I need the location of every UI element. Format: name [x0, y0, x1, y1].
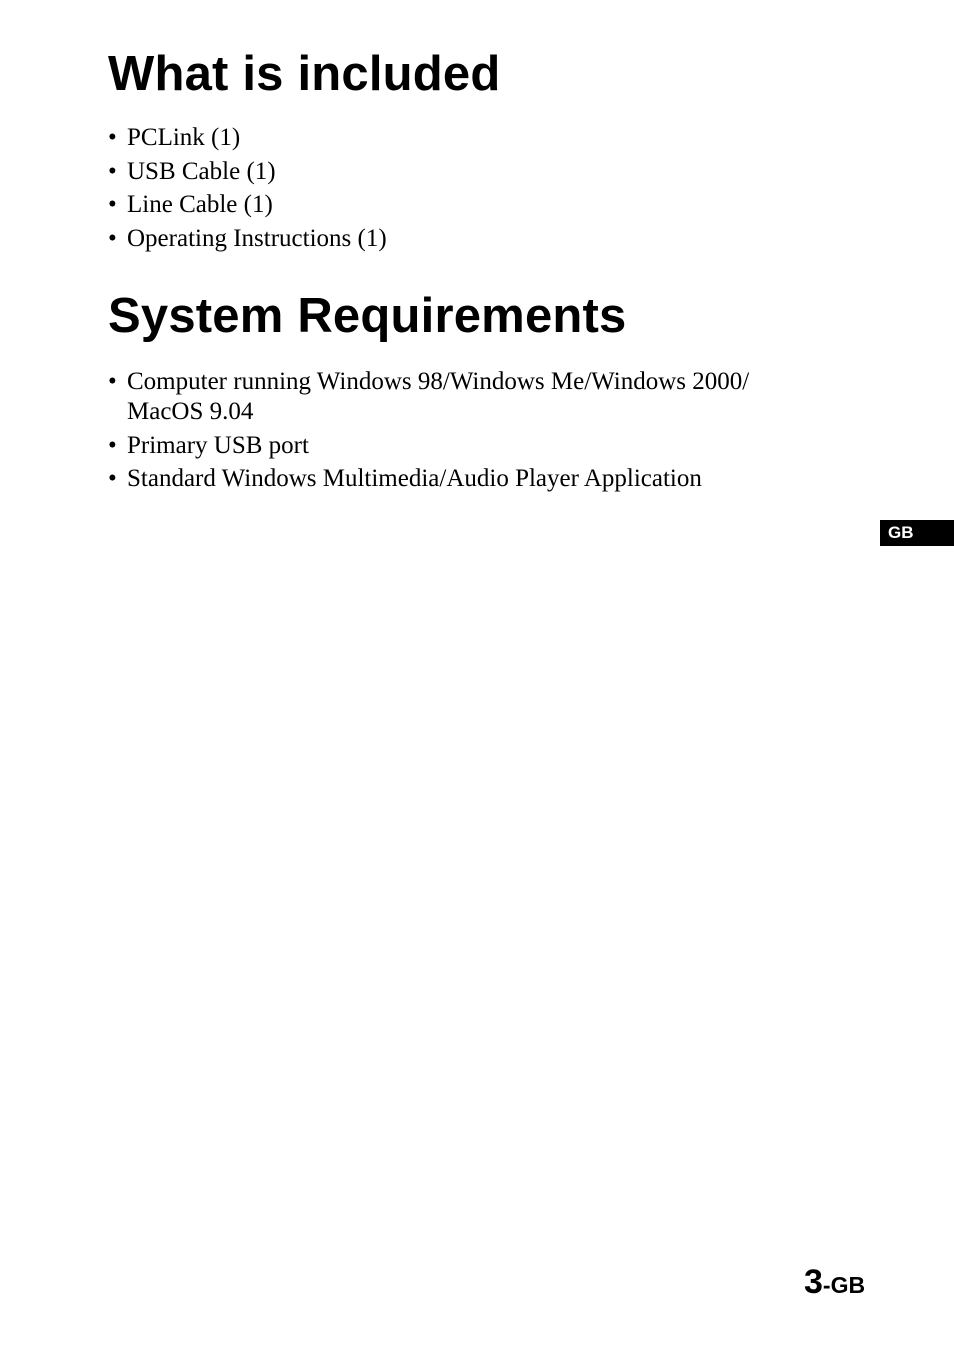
bullet-icon: • [108, 224, 117, 252]
bullet-icon: • [108, 157, 117, 185]
list-item-text: PCLink (1) [127, 124, 241, 151]
list-item [108, 431, 749, 461]
bullet-icon: • [108, 465, 117, 493]
list-item [108, 190, 387, 220]
list-item [108, 224, 387, 254]
section-title-what-is-included: What is included [108, 47, 501, 101]
list-item-text: USB Cable (1) [127, 157, 276, 185]
included-items-list [108, 123, 387, 257]
list-item-text: Operating Instructions (1) [127, 224, 387, 252]
page-number-value: 3 [804, 1263, 823, 1301]
list-item [108, 157, 387, 187]
list-item [108, 123, 387, 153]
requirements-list [108, 367, 749, 498]
page-number [804, 1263, 865, 1302]
bullet-icon: • [108, 431, 117, 459]
list-item-text: Standard Windows Multimedia/Audio Player Application [127, 465, 702, 493]
bullet-icon: • [108, 124, 117, 151]
list-item-text-continued: MacOS 9.04 [127, 398, 254, 425]
section-title-system-requirements: System Requirements [108, 289, 627, 343]
bullet-icon: • [108, 368, 117, 395]
list-item [108, 367, 749, 427]
language-tab-gb: GB [880, 520, 954, 546]
list-item-text: Computer running Windows 98/Windows Me/Windows 2000/ [127, 368, 750, 395]
list-item-text: Primary USB port [127, 431, 309, 459]
list-item [108, 464, 749, 494]
bullet-icon: • [108, 191, 117, 219]
list-item-text: Line Cable (1) [127, 191, 273, 219]
page-number-suffix: -GB [822, 1272, 866, 1298]
